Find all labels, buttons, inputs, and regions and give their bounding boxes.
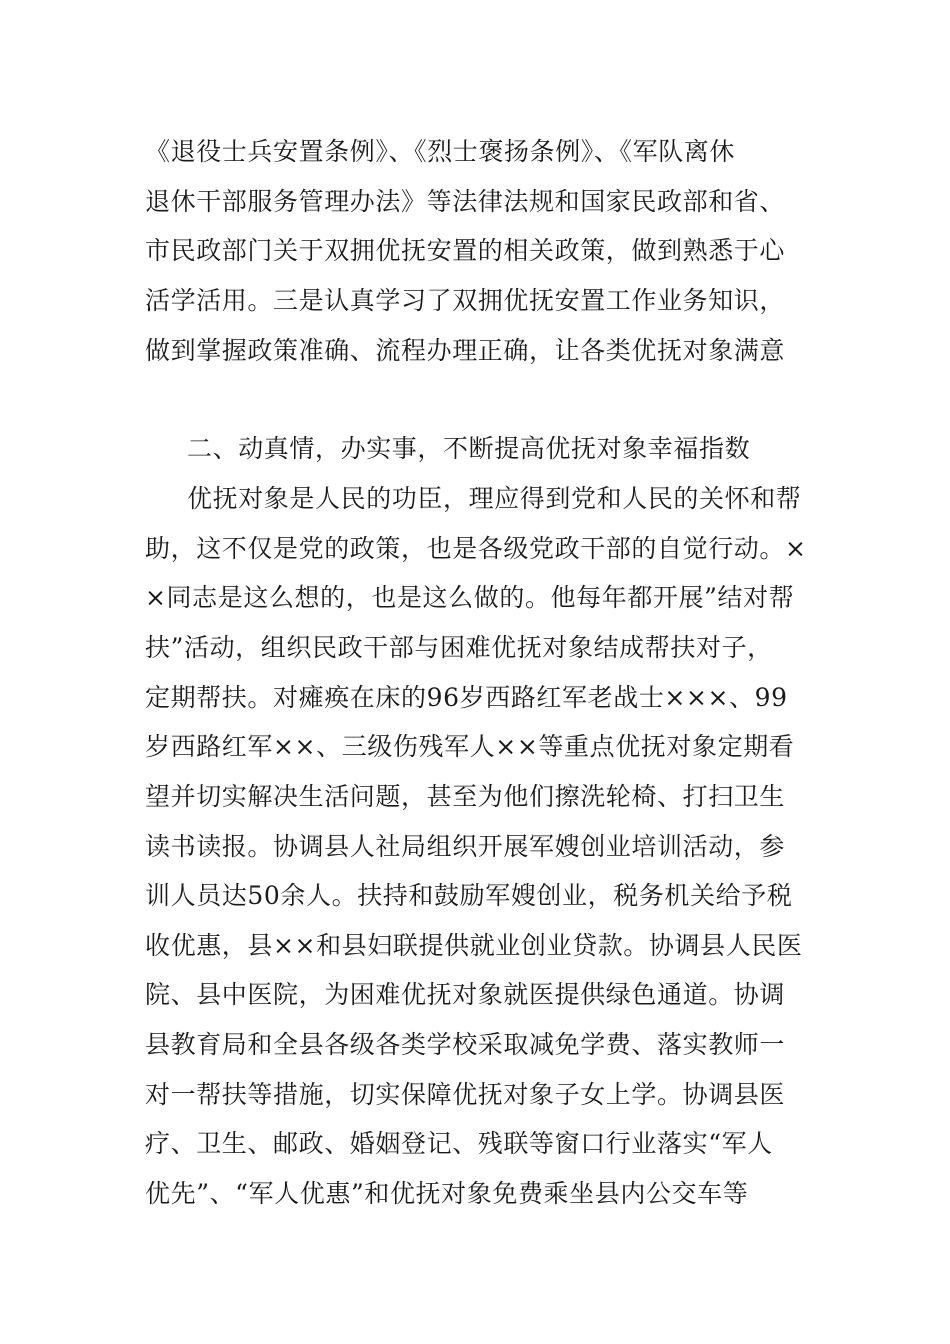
paragraph-line: ×同志是这么想的，也是这么做的。他每年都开展”结对帮 [145, 583, 795, 612]
paragraph-line: 市民政部门关于双拥优抚安置的相关政策，做到熟悉于心 [145, 236, 786, 265]
paragraph-line: 望并切实解决生活问题，甚至为他们擦洗轮椅、打扫卫生 [145, 782, 786, 811]
section-heading: 二、动真情，办实事，不断提高优抚对象幸福指数 [187, 434, 751, 463]
paragraph-line: 扶”活动，组织民政干部与困难优抚对象结成帮扶对子， [145, 633, 773, 662]
paragraph-line: 做到掌握政策准确、流程办理正确，让各类优抚对象满意 [145, 336, 786, 365]
paragraph-line: 定期帮扶。对瘫痪在床的96岁西路红军老战士×××、99 [145, 683, 788, 712]
paragraph-line: 收优惠，县××和县妇联提供就业创业贷款。协调县人民医 [145, 931, 803, 960]
paragraph-line: 优先”、“军人优惠”和优抚对象免费乘坐县内公交车等 [145, 1179, 749, 1208]
paragraph-line: 岁西路红军××、三级伤残军人××等重点优抚对象定期看 [145, 732, 795, 761]
paragraph-line: 院、县中医院，为困难优抚对象就医提供绿色通道。协调 [145, 980, 786, 1009]
paragraph-line: 退休干部服务管理办法》等法律法规和国家民政部和省、 [145, 187, 786, 216]
paragraph-line: 活学活用。三是认真学习了双拥优抚安置工作业务知识， [145, 286, 786, 315]
paragraph-line: 县教育局和全县各级各类学校采取减免学费、落实教师一 [145, 1030, 786, 1059]
paragraph-line: 对一帮扶等措施，切实保障优抚对象子女上学。协调县医 [145, 1080, 786, 1109]
paragraph-line: 训人员达50余人。扶持和鼓励军嫂创业，税务机关给予税 [145, 881, 793, 910]
paragraph-line: 《退役士兵安置条例》、《烈士褒扬条例》、《军队离休 [145, 137, 736, 166]
paragraph-line: 优抚对象是人民的功臣，理应得到党和人民的关怀和帮 [187, 484, 802, 513]
paragraph-line: 助，这不仅是党的政策，也是各级党政干部的自觉行动。× [145, 534, 807, 563]
paragraph-line: 疗、卫生、邮政、婚姻登记、残联等窗口行业落实“军人 [145, 1129, 773, 1158]
paragraph-line: 读书读报。协调县人社局组织开展军嫂创业培训活动，参 [145, 832, 786, 861]
